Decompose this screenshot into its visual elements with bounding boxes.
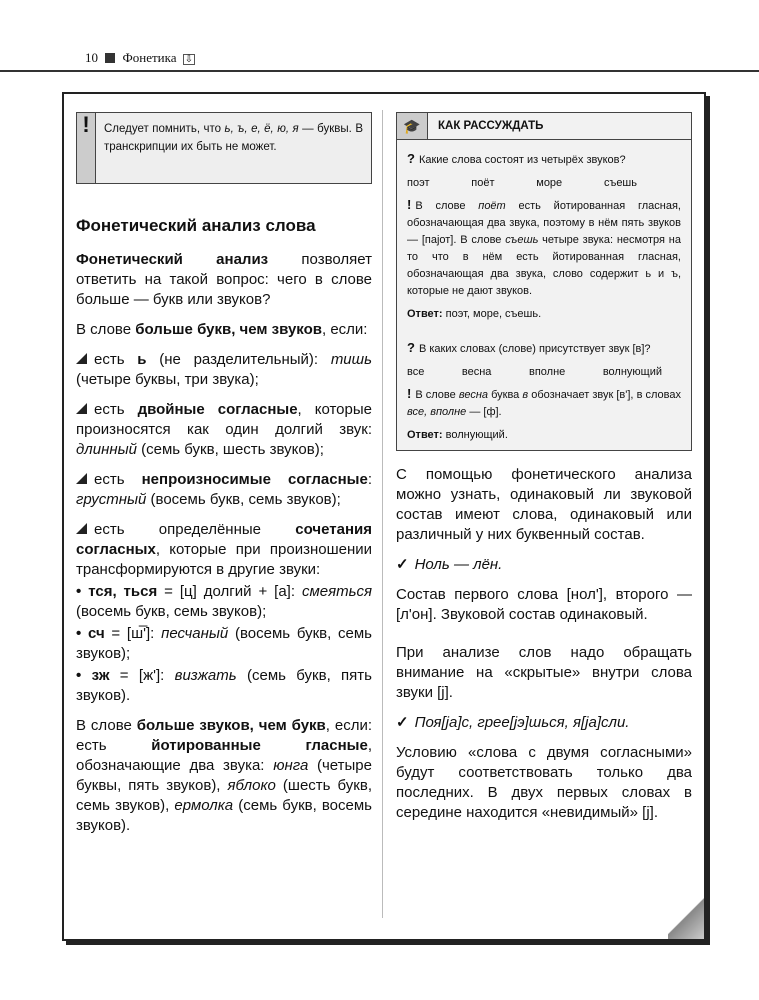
explanation: ! В слове поёт есть йотированная гласная, обозначающая два звука, поэтому в нём пять звуков — [пајот]. В слове съешь четыре звука: несмотря на то что в нём есть йотированная гласная, обозначающая два звука, слово содержит ь и ъ, которые не дают звуков.: [407, 197, 681, 297]
paragraph: Состав первого слова [нол'], второго — [л'он]. Звуковой состав одинаковый.: [396, 586, 692, 623]
word: поёт: [471, 177, 495, 189]
dot-bullet-icon: •: [76, 583, 89, 600]
graduation-cap-icon: 🎓: [397, 113, 428, 139]
dot-bullet-icon: •: [76, 625, 88, 642]
check-icon: ✓: [396, 714, 409, 731]
word: вполне: [528, 366, 566, 378]
section-name: Фонетика: [122, 50, 177, 65]
question: ? Какие слова состоят из четырёх звуков?: [407, 151, 626, 166]
paragraph: С помощью фонетического анализа можно узнать, одинаковый ли звуковой состав имеют слова, одинаковый или различный у них буквенный состав.: [396, 466, 692, 543]
triangle-bullet-icon: [76, 523, 87, 534]
combo-item: • тся, ться = [ц] долгий + [а]: смеяться (восемь букв, семь звуков);: [76, 583, 372, 620]
example: ✓ Поя[ја]с, грее[јэ]шься, я[ја]сли.: [396, 714, 630, 731]
word: съешь: [603, 177, 637, 189]
reasoning-box: [396, 112, 692, 451]
combo-item: • зж = [ж']: визжать (семь букв, пять звуков).: [76, 667, 372, 704]
reasoning-title: КАК РАССУЖДАТЬ: [438, 119, 544, 132]
list-item: есть определённые сочетания согласных, которые при произношении трансформируются в другие звуки:: [76, 521, 372, 578]
intro-paragraph: Фонетический анализ позволяет ответить на такой вопрос: чего в слове больше — букв или звуков?: [76, 251, 372, 308]
question-icon: ?: [407, 340, 415, 355]
combo-item: • сч = [ш̅']: песчаный (восемь букв, семь звуков);: [76, 625, 372, 662]
exclamation-icon: !: [407, 197, 412, 212]
word: море: [536, 177, 563, 189]
answer: Ответ: волнующий.: [407, 429, 508, 441]
left-column: [76, 112, 372, 846]
list-item: есть двойные согласные, которые произносятся как один долгий звук: длинный (семь букв, шесть звуков);: [76, 401, 372, 458]
triangle-bullet-icon: [76, 473, 87, 484]
column-divider: [382, 110, 383, 918]
word: все: [407, 366, 425, 378]
paragraph: При анализе слов надо обращать внимание на «скрытые» внутри слова звуки [j].: [396, 644, 692, 701]
triangle-bullet-icon: [76, 353, 87, 364]
page-curl: [668, 895, 704, 939]
answer: Ответ: поэт, море, съешь.: [407, 308, 542, 320]
square-icon: [105, 53, 115, 63]
question: ? В каких словах (слове) присутствует звук [в]?: [407, 340, 651, 355]
note-text: Следует помнить, что ь, ъ, е, ё, ю, я — буквы. В транскрипции их быть не может.: [104, 123, 363, 153]
page-number: 10: [85, 50, 98, 65]
exclamation-icon: !: [407, 386, 412, 401]
explanation: ! В слове весна буква в обозначает звук [в'], в словах все, вполне — [ф].: [407, 386, 681, 418]
example: ✓ Ноль — лён.: [396, 556, 503, 573]
word-list: [407, 364, 662, 381]
word: поэт: [407, 177, 430, 189]
section-title: Фонетический анализ слова: [76, 216, 316, 235]
reasoning-header: [397, 113, 691, 140]
paragraph: Условию «слова с двумя согласными» будут соответствовать только два последних. В двух первых словах в середине находится «невидимый» [j].: [396, 744, 692, 821]
page-header: [85, 50, 195, 66]
more-letters-paragraph: В слове больше букв, чем звуков, если:: [76, 321, 368, 338]
check-icon: ✓: [396, 556, 409, 573]
list-item: есть ь (не разделительный): тишь (четыре буквы, три звука);: [76, 351, 372, 388]
right-column: [396, 112, 692, 833]
dot-bullet-icon: •: [76, 667, 92, 684]
question-icon: ?: [407, 151, 415, 166]
word: волнующий: [602, 366, 662, 378]
list-item: есть непроизносимые согласные: грустный (восемь букв, семь звуков);: [76, 471, 372, 508]
header-rule: [0, 70, 759, 72]
word: весна: [461, 366, 492, 378]
triangle-bullet-icon: [76, 403, 87, 414]
page-ref-icon: ⇩: [184, 54, 194, 65]
more-sounds-paragraph: В слове больше звуков, чем букв, если: есть йотированные гласные, обозначающие два звука: юнга (четыре буквы, пять звуков), яблоко (шесть букв, семь звуков), ермолка (семь букв, восемь звуков).: [76, 717, 373, 834]
word-list: [407, 175, 637, 192]
exclamation-icon: !: [77, 113, 96, 183]
note-box: [76, 112, 372, 184]
